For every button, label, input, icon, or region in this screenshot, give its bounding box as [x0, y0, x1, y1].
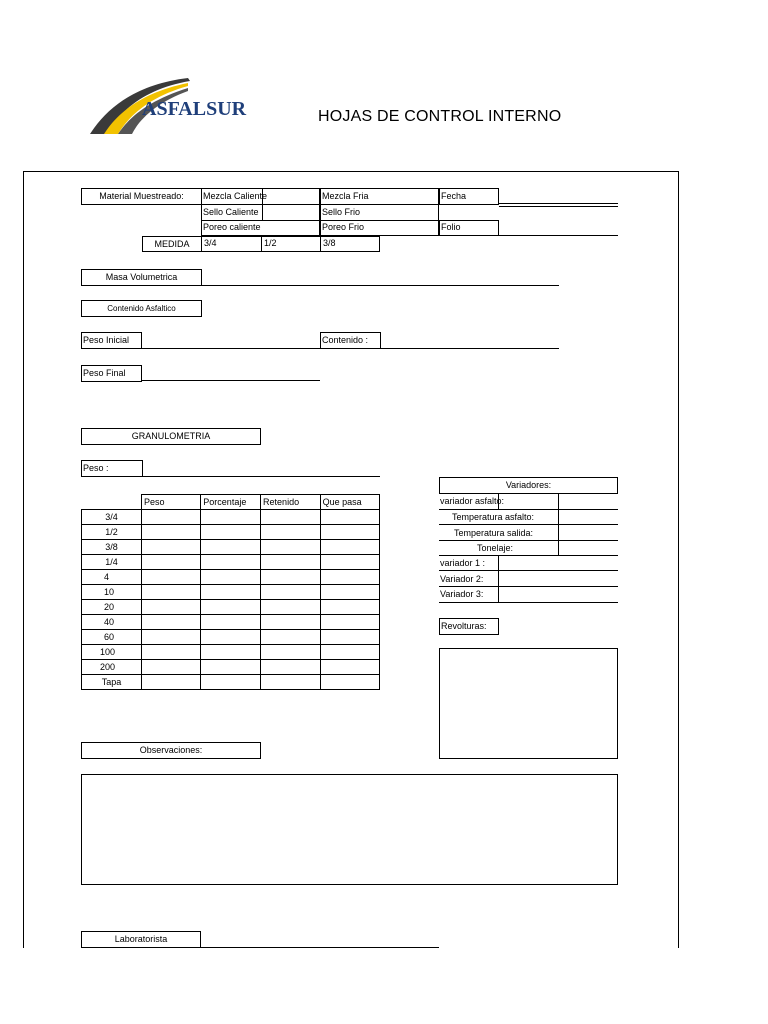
peso-final-field[interactable]: [142, 380, 320, 381]
folio-label: Folio: [441, 222, 461, 232]
option-sello-caliente[interactable]: Sello Caliente: [203, 207, 259, 217]
laboratorista-label: Laboratorista: [81, 931, 201, 948]
revolturas-area[interactable]: [439, 648, 618, 759]
medida-3-8[interactable]: 3/8: [323, 238, 336, 248]
fecha-label: Fecha: [441, 191, 467, 201]
col-porcentaje: Porcentaje: [201, 495, 261, 510]
option-sello-frio[interactable]: Sello Frio: [322, 207, 361, 217]
contenido-field[interactable]: [381, 348, 559, 349]
peso-field[interactable]: [143, 476, 380, 477]
table-row: 200: [82, 660, 380, 675]
peso-label: Peso :: [81, 460, 143, 477]
granulometria-label: GRANULOMETRIA: [81, 428, 261, 445]
peso-inicial-label: Peso Inicial: [81, 332, 142, 349]
material-label: Material Muestreado:: [81, 188, 202, 205]
contenido-asfaltico-label: Contenido Asfaltico: [81, 300, 202, 317]
table-row: 1/4: [82, 555, 380, 570]
option-poreo-caliente[interactable]: Poreo caliente: [203, 222, 261, 232]
logo-text: ASFALSUR: [142, 98, 247, 120]
table-row: 40: [82, 615, 380, 630]
peso-inicial-field[interactable]: [142, 348, 320, 349]
variador-asfalto-label: variador asfalto:: [440, 496, 505, 506]
variador-3-label: Variador 3:: [440, 589, 484, 599]
masa-volumetrica-label: Masa Volumetrica: [81, 269, 202, 286]
table-row: 4: [82, 570, 380, 585]
option-poreo-frio[interactable]: Poreo Frio: [322, 222, 365, 232]
col-retenido: Retenido: [261, 495, 321, 510]
table-row: 20: [82, 600, 380, 615]
observaciones-area[interactable]: [81, 774, 618, 885]
medida-label: MEDIDA: [142, 236, 202, 252]
company-logo: [88, 76, 247, 136]
granulometria-table: [81, 494, 380, 690]
medida-1-2[interactable]: 1/2: [264, 238, 277, 248]
option-mezcla-fria[interactable]: Mezcla Fria: [322, 191, 369, 201]
table-row: 3/4: [82, 510, 380, 525]
variador-1-label: variador 1 :: [440, 558, 486, 568]
masa-volumetrica-field[interactable]: [201, 285, 559, 286]
medida-3-4[interactable]: 3/4: [204, 238, 217, 248]
option-mezcla-caliente[interactable]: Mezcla Caliente: [203, 191, 268, 201]
col-peso: Peso: [142, 495, 201, 510]
tonelaje-label: Tonelaje:: [477, 543, 514, 553]
revolturas-label: Revolturas:: [439, 618, 499, 635]
page-title: HOJAS DE CONTROL INTERNO: [318, 108, 562, 125]
laboratorista-field[interactable]: [201, 947, 439, 948]
table-row: 1/2: [82, 525, 380, 540]
contenido-label: Contenido :: [320, 332, 381, 349]
peso-final-label: Peso Final: [81, 365, 142, 382]
col-que-pasa: Que pasa: [320, 495, 379, 510]
table-row: 10: [82, 585, 380, 600]
variador-2-label: Variador 2:: [440, 574, 484, 584]
table-row: 100: [82, 645, 380, 660]
observaciones-label: Observaciones:: [81, 742, 261, 759]
table-row: 3/8: [82, 540, 380, 555]
variadores-title: Variadores:: [439, 477, 618, 494]
table-header-row: [82, 495, 380, 510]
temperatura-salida-label: Temperatura salida:: [454, 528, 534, 538]
table-row: Tapa: [82, 675, 380, 690]
temperatura-asfalto-label: Temperatura asfalto:: [452, 512, 535, 522]
table-row: 60: [82, 630, 380, 645]
